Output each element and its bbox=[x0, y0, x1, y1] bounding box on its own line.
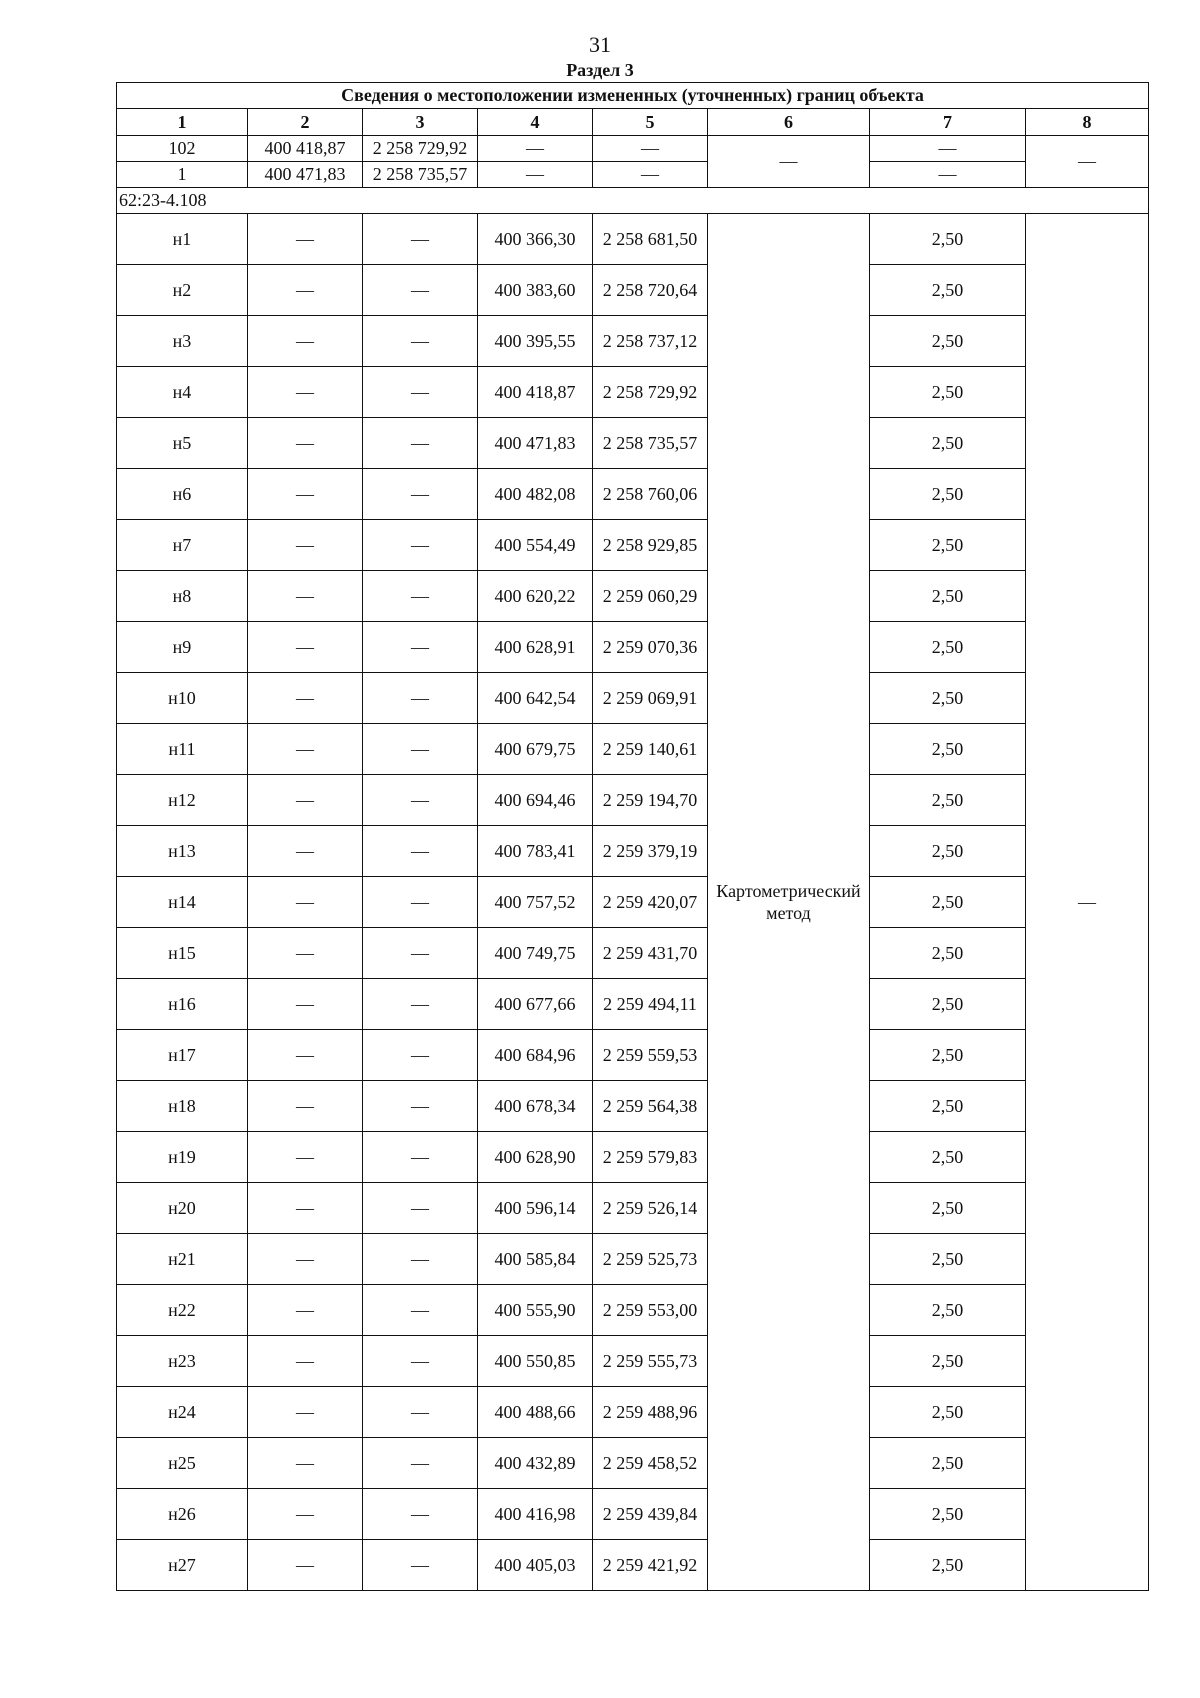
table-row bbox=[117, 1285, 1149, 1336]
x-old: 400 418,87 bbox=[248, 136, 363, 162]
x-new: 400 678,34 bbox=[478, 1081, 593, 1132]
table-row bbox=[117, 1234, 1149, 1285]
column-header: 3 bbox=[363, 109, 478, 136]
accuracy: 2,50 bbox=[870, 1336, 1026, 1387]
y-new: 2 259 431,70 bbox=[593, 928, 708, 979]
point-id: н13 bbox=[117, 826, 248, 877]
accuracy: 2,50 bbox=[870, 1081, 1026, 1132]
point-id: н3 bbox=[117, 316, 248, 367]
accuracy: 2,50 bbox=[870, 775, 1026, 826]
x-old: — bbox=[248, 367, 363, 418]
y-new: 2 259 140,61 bbox=[593, 724, 708, 775]
column-header: 1 bbox=[117, 109, 248, 136]
x-old: — bbox=[248, 1489, 363, 1540]
accuracy: 2,50 bbox=[870, 1234, 1026, 1285]
x-new: 400 585,84 bbox=[478, 1234, 593, 1285]
y-old: — bbox=[363, 469, 478, 520]
column-header: 4 bbox=[478, 109, 593, 136]
point-id: н9 bbox=[117, 622, 248, 673]
y-new: 2 259 439,84 bbox=[593, 1489, 708, 1540]
x-old: — bbox=[248, 1030, 363, 1081]
x-new: — bbox=[478, 162, 593, 188]
x-new: 400 366,30 bbox=[478, 214, 593, 265]
point-id: н18 bbox=[117, 1081, 248, 1132]
x-old: — bbox=[248, 571, 363, 622]
table-row bbox=[117, 1336, 1149, 1387]
accuracy: 2,50 bbox=[870, 367, 1026, 418]
y-old: — bbox=[363, 316, 478, 367]
x-old: — bbox=[248, 622, 363, 673]
y-new: 2 259 060,29 bbox=[593, 571, 708, 622]
y-old: — bbox=[363, 724, 478, 775]
y-old: — bbox=[363, 826, 478, 877]
accuracy: 2,50 bbox=[870, 316, 1026, 367]
accuracy: 2,50 bbox=[870, 1387, 1026, 1438]
accuracy: 2,50 bbox=[870, 673, 1026, 724]
section-title: Раздел 3 bbox=[566, 60, 634, 80]
point-id: н7 bbox=[117, 520, 248, 571]
x-new: 400 383,60 bbox=[478, 265, 593, 316]
column-header-row bbox=[117, 109, 1149, 136]
y-old: 2 258 729,92 bbox=[363, 136, 478, 162]
x-new: 400 620,22 bbox=[478, 571, 593, 622]
point-id: н14 bbox=[117, 877, 248, 928]
x-old: — bbox=[248, 1336, 363, 1387]
accuracy: 2,50 bbox=[870, 571, 1026, 622]
y-old: — bbox=[363, 1132, 478, 1183]
table-body bbox=[117, 83, 1149, 1591]
table-row bbox=[117, 1132, 1149, 1183]
table-row bbox=[117, 826, 1149, 877]
x-old: — bbox=[248, 1387, 363, 1438]
point-id: 102 bbox=[117, 136, 248, 162]
accuracy: 2,50 bbox=[870, 877, 1026, 928]
x-new: 400 405,03 bbox=[478, 1540, 593, 1591]
parcel-id: 62:23-4.108 bbox=[117, 188, 1149, 214]
prev-method-cell: — bbox=[708, 136, 870, 188]
point-id: н10 bbox=[117, 673, 248, 724]
x-old: — bbox=[248, 1234, 363, 1285]
table-row bbox=[117, 367, 1149, 418]
x-new: 400 642,54 bbox=[478, 673, 593, 724]
table-row bbox=[117, 1030, 1149, 1081]
x-new: 400 554,49 bbox=[478, 520, 593, 571]
y-old: — bbox=[363, 520, 478, 571]
table-row bbox=[117, 979, 1149, 1030]
y-old: — bbox=[363, 979, 478, 1030]
point-id: н22 bbox=[117, 1285, 248, 1336]
point-id: н2 bbox=[117, 265, 248, 316]
accuracy: 2,50 bbox=[870, 1285, 1026, 1336]
point-id: н24 bbox=[117, 1387, 248, 1438]
x-old: — bbox=[248, 214, 363, 265]
x-new: 400 418,87 bbox=[478, 367, 593, 418]
x-old: — bbox=[248, 1132, 363, 1183]
table-row bbox=[117, 1081, 1149, 1132]
accuracy: 2,50 bbox=[870, 826, 1026, 877]
y-new: 2 258 737,12 bbox=[593, 316, 708, 367]
y-new: — bbox=[593, 136, 708, 162]
accuracy: 2,50 bbox=[870, 469, 1026, 520]
y-old: — bbox=[363, 775, 478, 826]
y-new: 2 259 553,00 bbox=[593, 1285, 708, 1336]
table-row bbox=[117, 724, 1149, 775]
y-new: 2 259 070,36 bbox=[593, 622, 708, 673]
method-cell: Картометрический метод bbox=[708, 214, 870, 1591]
accuracy: 2,50 bbox=[870, 1540, 1026, 1591]
y-old: — bbox=[363, 622, 478, 673]
parcel-id-row bbox=[117, 188, 1149, 214]
y-new: 2 258 760,06 bbox=[593, 469, 708, 520]
table-row bbox=[117, 571, 1149, 622]
accuracy: 2,50 bbox=[870, 418, 1026, 469]
point-id: н16 bbox=[117, 979, 248, 1030]
x-new: 400 677,66 bbox=[478, 979, 593, 1030]
accuracy: 2,50 bbox=[870, 1183, 1026, 1234]
table-row bbox=[117, 622, 1149, 673]
accuracy: 2,50 bbox=[870, 1030, 1026, 1081]
x-new: 400 488,66 bbox=[478, 1387, 593, 1438]
x-old: — bbox=[248, 1183, 363, 1234]
x-old: — bbox=[248, 775, 363, 826]
point-id: н27 bbox=[117, 1540, 248, 1591]
y-new: 2 259 379,19 bbox=[593, 826, 708, 877]
table-row bbox=[117, 1489, 1149, 1540]
table-row bbox=[117, 214, 1149, 265]
y-new: 2 259 069,91 bbox=[593, 673, 708, 724]
x-new: 400 596,14 bbox=[478, 1183, 593, 1234]
y-old: — bbox=[363, 877, 478, 928]
y-old: — bbox=[363, 571, 478, 622]
x-new: 400 757,52 bbox=[478, 877, 593, 928]
accuracy: 2,50 bbox=[870, 1489, 1026, 1540]
y-old: — bbox=[363, 1234, 478, 1285]
point-id: н15 bbox=[117, 928, 248, 979]
accuracy: — bbox=[870, 162, 1026, 188]
table-row bbox=[117, 1387, 1149, 1438]
x-new: 400 628,90 bbox=[478, 1132, 593, 1183]
x-old: 400 471,83 bbox=[248, 162, 363, 188]
x-new: 400 550,85 bbox=[478, 1336, 593, 1387]
table-row bbox=[117, 775, 1149, 826]
x-new: 400 628,91 bbox=[478, 622, 593, 673]
point-id: 1 bbox=[117, 162, 248, 188]
point-id: н1 bbox=[117, 214, 248, 265]
x-old: — bbox=[248, 1285, 363, 1336]
table-row bbox=[117, 316, 1149, 367]
x-new: 400 679,75 bbox=[478, 724, 593, 775]
point-id: н25 bbox=[117, 1438, 248, 1489]
x-new: 400 783,41 bbox=[478, 826, 593, 877]
x-old: — bbox=[248, 316, 363, 367]
y-old: — bbox=[363, 1336, 478, 1387]
x-old: — bbox=[248, 1081, 363, 1132]
point-id: н5 bbox=[117, 418, 248, 469]
x-new: 400 471,83 bbox=[478, 418, 593, 469]
accuracy: — bbox=[870, 136, 1026, 162]
table-row bbox=[117, 520, 1149, 571]
table-row bbox=[117, 1540, 1149, 1591]
table-row bbox=[117, 928, 1149, 979]
x-old: — bbox=[248, 979, 363, 1030]
accuracy: 2,50 bbox=[870, 1132, 1026, 1183]
x-new: — bbox=[478, 136, 593, 162]
x-old: — bbox=[248, 1540, 363, 1591]
y-old: — bbox=[363, 1030, 478, 1081]
point-id: н23 bbox=[117, 1336, 248, 1387]
x-old: — bbox=[248, 1438, 363, 1489]
x-old: — bbox=[248, 520, 363, 571]
page-number: 31 bbox=[589, 32, 611, 57]
x-old: — bbox=[248, 265, 363, 316]
x-old: — bbox=[248, 724, 363, 775]
x-new: 400 749,75 bbox=[478, 928, 593, 979]
y-new: 2 258 729,92 bbox=[593, 367, 708, 418]
y-old: — bbox=[363, 214, 478, 265]
y-new: 2 258 681,50 bbox=[593, 214, 708, 265]
coordinates-table bbox=[116, 82, 1149, 1591]
column-header: 2 bbox=[248, 109, 363, 136]
point-id: н11 bbox=[117, 724, 248, 775]
y-new: 2 259 494,11 bbox=[593, 979, 708, 1030]
y-new: 2 258 929,85 bbox=[593, 520, 708, 571]
y-old: — bbox=[363, 1387, 478, 1438]
point-id: н17 bbox=[117, 1030, 248, 1081]
y-new: 2 259 421,92 bbox=[593, 1540, 708, 1591]
accuracy: 2,50 bbox=[870, 265, 1026, 316]
y-old: — bbox=[363, 1489, 478, 1540]
accuracy: 2,50 bbox=[870, 214, 1026, 265]
column-header: 8 bbox=[1026, 109, 1149, 136]
accuracy: 2,50 bbox=[870, 520, 1026, 571]
y-new: 2 259 579,83 bbox=[593, 1132, 708, 1183]
table-row bbox=[117, 673, 1149, 724]
x-old: — bbox=[248, 469, 363, 520]
y-old: — bbox=[363, 265, 478, 316]
table-row bbox=[117, 877, 1149, 928]
x-new: 400 395,55 bbox=[478, 316, 593, 367]
note-cell: — bbox=[1026, 214, 1149, 1591]
y-new: 2 259 488,96 bbox=[593, 1387, 708, 1438]
table-caption: Сведения о местоположении измененных (уточненных) границ объекта bbox=[117, 83, 1149, 109]
accuracy: 2,50 bbox=[870, 979, 1026, 1030]
y-old: — bbox=[363, 1081, 478, 1132]
y-new: 2 259 458,52 bbox=[593, 1438, 708, 1489]
column-header: 7 bbox=[870, 109, 1026, 136]
point-id: н4 bbox=[117, 367, 248, 418]
y-old: — bbox=[363, 418, 478, 469]
x-old: — bbox=[248, 418, 363, 469]
column-header: 5 bbox=[593, 109, 708, 136]
table-caption-row bbox=[117, 83, 1149, 109]
y-new: 2 259 559,53 bbox=[593, 1030, 708, 1081]
table-row bbox=[117, 1438, 1149, 1489]
y-old: — bbox=[363, 1183, 478, 1234]
y-new: 2 258 720,64 bbox=[593, 265, 708, 316]
table-row bbox=[117, 136, 1149, 162]
table-row bbox=[117, 1183, 1149, 1234]
y-old: — bbox=[363, 928, 478, 979]
x-old: — bbox=[248, 928, 363, 979]
y-new: 2 259 420,07 bbox=[593, 877, 708, 928]
point-id: н21 bbox=[117, 1234, 248, 1285]
x-new: 400 482,08 bbox=[478, 469, 593, 520]
table-row bbox=[117, 265, 1149, 316]
accuracy: 2,50 bbox=[870, 622, 1026, 673]
y-new: 2 259 564,38 bbox=[593, 1081, 708, 1132]
y-old: — bbox=[363, 367, 478, 418]
y-new: 2 259 526,14 bbox=[593, 1183, 708, 1234]
y-new: 2 259 555,73 bbox=[593, 1336, 708, 1387]
y-old: — bbox=[363, 1438, 478, 1489]
y-old: — bbox=[363, 673, 478, 724]
x-new: 400 694,46 bbox=[478, 775, 593, 826]
column-header: 6 bbox=[708, 109, 870, 136]
x-old: — bbox=[248, 877, 363, 928]
table-row bbox=[117, 469, 1149, 520]
x-new: 400 432,89 bbox=[478, 1438, 593, 1489]
y-new: — bbox=[593, 162, 708, 188]
table-row bbox=[117, 162, 1149, 188]
prev-note-cell: — bbox=[1026, 136, 1149, 188]
accuracy: 2,50 bbox=[870, 1438, 1026, 1489]
x-new: 400 555,90 bbox=[478, 1285, 593, 1336]
point-id: н12 bbox=[117, 775, 248, 826]
point-id: н19 bbox=[117, 1132, 248, 1183]
accuracy: 2,50 bbox=[870, 928, 1026, 979]
y-new: 2 259 525,73 bbox=[593, 1234, 708, 1285]
y-new: 2 258 735,57 bbox=[593, 418, 708, 469]
point-id: н6 bbox=[117, 469, 248, 520]
x-old: — bbox=[248, 673, 363, 724]
point-id: н8 bbox=[117, 571, 248, 622]
table-row bbox=[117, 418, 1149, 469]
y-new: 2 259 194,70 bbox=[593, 775, 708, 826]
x-old: — bbox=[248, 826, 363, 877]
point-id: н26 bbox=[117, 1489, 248, 1540]
y-old: — bbox=[363, 1285, 478, 1336]
y-old: 2 258 735,57 bbox=[363, 162, 478, 188]
accuracy: 2,50 bbox=[870, 724, 1026, 775]
x-new: 400 684,96 bbox=[478, 1030, 593, 1081]
x-new: 400 416,98 bbox=[478, 1489, 593, 1540]
point-id: н20 bbox=[117, 1183, 248, 1234]
y-old: — bbox=[363, 1540, 478, 1591]
